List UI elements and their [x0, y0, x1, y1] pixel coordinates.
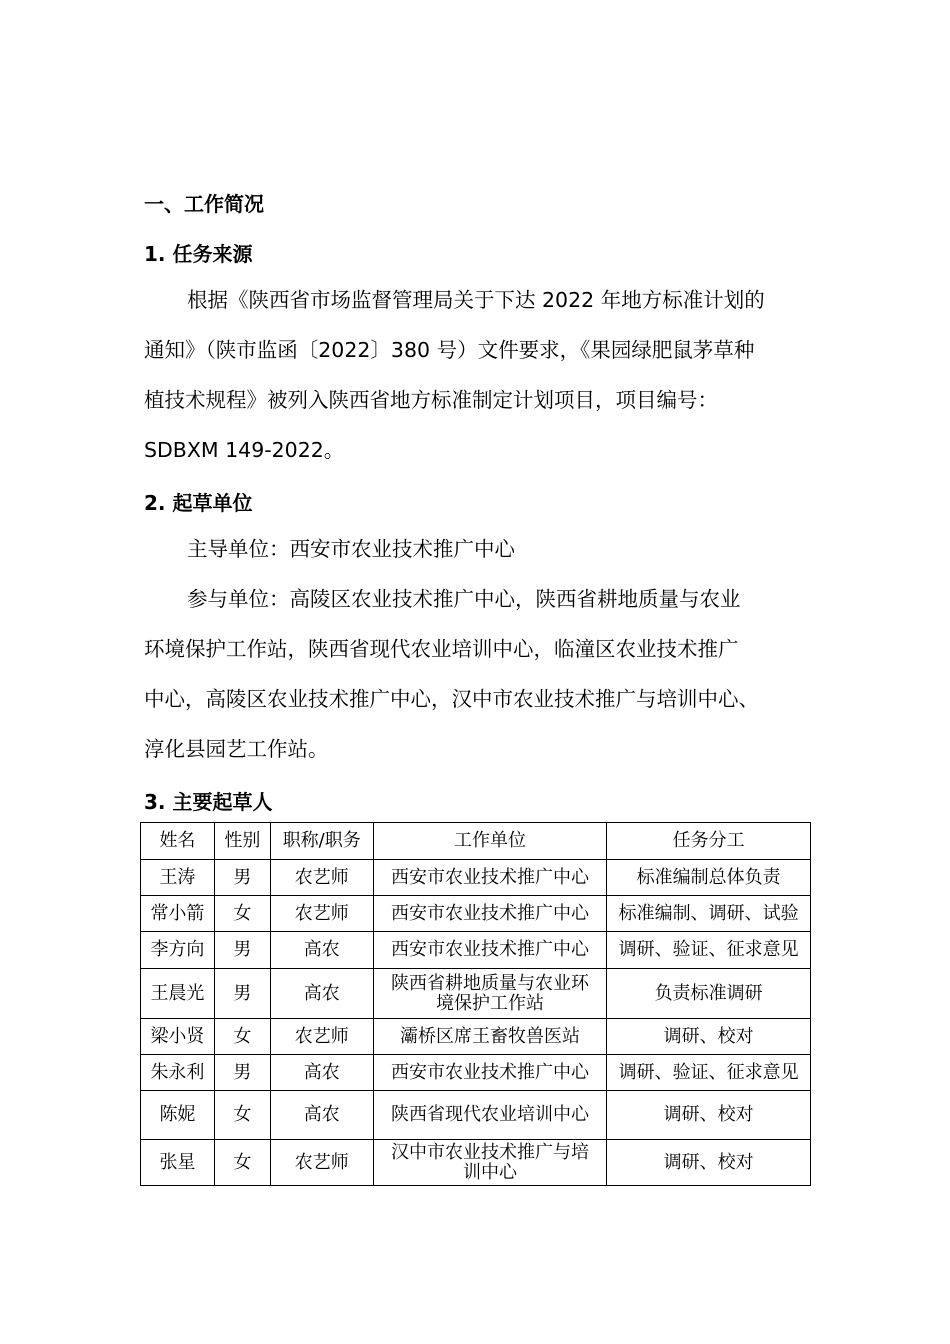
- table-cell: 男: [214, 1055, 270, 1091]
- table-cell: 调研、校对: [607, 1091, 811, 1140]
- table-cell: 男: [214, 969, 270, 1019]
- table-cell: 女: [214, 1140, 270, 1186]
- table-cell: 女: [214, 1091, 270, 1140]
- table-cell: 女: [214, 1019, 270, 1055]
- heading-drafting-units: 2. 起草单位: [144, 491, 253, 515]
- table-cell: 调研、校对: [607, 1019, 811, 1055]
- table-cell: 标准编制总体负责: [607, 860, 811, 896]
- table-cell: 农艺师: [270, 896, 373, 932]
- table-row: [141, 932, 811, 969]
- table-cell: 高农: [270, 969, 373, 1019]
- table-cell: 朱永利: [141, 1055, 215, 1091]
- heading-task-source: 1. 任务来源: [144, 242, 253, 266]
- header-cell: 性别: [214, 823, 270, 860]
- paragraph-line: 通知》（陕市监函〔2022〕380 号）文件要求，《果园绿肥鼠茅草种: [144, 338, 755, 362]
- header-cell: 职称/职务: [270, 823, 373, 860]
- table-cell: 高农: [270, 1091, 373, 1140]
- table-cell: 梁小贤: [141, 1019, 215, 1055]
- paragraph-line: 环境保护工作站，陕西省现代农业培训中心，临潼区农业技术推广: [144, 637, 739, 661]
- lead-unit: 主导单位：西安市农业技术推广中心: [187, 537, 515, 561]
- table-cell: 高农: [270, 1055, 373, 1091]
- table-row: [141, 1019, 811, 1055]
- table-cell: 西安市农业技术推广中心: [373, 1055, 607, 1091]
- table-cell: 陈妮: [141, 1091, 215, 1140]
- table-cell: 王晨光: [141, 969, 215, 1019]
- table-row: [141, 896, 811, 932]
- table-row: [141, 1091, 811, 1140]
- table-cell: 汉中市农业技术推广与培训中心: [373, 1140, 607, 1186]
- table-cell: 负责标准调研: [607, 969, 811, 1019]
- table-cell: 西安市农业技术推广中心: [373, 932, 607, 969]
- table-cell: 调研、验证、征求意见: [607, 1055, 811, 1091]
- table-header-row: [141, 823, 811, 860]
- table-cell: 调研、校对: [607, 1140, 811, 1186]
- table-cell: 王涛: [141, 860, 215, 896]
- table-cell: 调研、验证、征求意见: [607, 932, 811, 969]
- table-row: [141, 969, 811, 1019]
- paragraph-line: 淳化县园艺工作站。: [144, 737, 329, 761]
- table-cell: 高农: [270, 932, 373, 969]
- table-cell: 男: [214, 860, 270, 896]
- table-cell: 标准编制、调研、试验: [607, 896, 811, 932]
- section-heading: 一、工作简况: [144, 192, 264, 216]
- table-row: [141, 1055, 811, 1091]
- paragraph-line: 参与单位：高陵区农业技术推广中心，陕西省耕地质量与农业: [187, 587, 741, 611]
- table-cell: 张星: [141, 1140, 215, 1186]
- heading-main-drafters: 3. 主要起草人: [144, 790, 273, 814]
- table-row: [141, 1140, 811, 1186]
- paragraph-line: 根据《陕西省市场监督管理局关于下达 2022 年地方标准计划的: [187, 288, 765, 312]
- table-cell: 陕西省耕地质量与农业环境保护工作站: [373, 969, 607, 1019]
- header-cell: 姓名: [141, 823, 215, 860]
- paragraph-line: 中心，高陵区农业技术推广中心，汉中市农业技术推广与培训中心、: [144, 687, 759, 711]
- table-cell: 灞桥区席王畜牧兽医站: [373, 1019, 607, 1055]
- table-cell: 西安市农业技术推广中心: [373, 896, 607, 932]
- table-cell: 女: [214, 896, 270, 932]
- table-row: [141, 860, 811, 896]
- drafters-table: [140, 822, 811, 1186]
- header-cell: 工作单位: [373, 823, 607, 860]
- table-cell: 农艺师: [270, 1140, 373, 1186]
- table-cell: 陕西省现代农业培训中心: [373, 1091, 607, 1140]
- paragraph-line: SDBXM 149-2022。: [144, 438, 345, 462]
- table-cell: 农艺师: [270, 1019, 373, 1055]
- paragraph-line: 植技术规程》被列入陕西省地方标准制定计划项目，项目编号：: [144, 388, 718, 412]
- table-cell: 农艺师: [270, 860, 373, 896]
- table-cell: 西安市农业技术推广中心: [373, 860, 607, 896]
- table-cell: 男: [214, 932, 270, 969]
- header-cell: 任务分工: [607, 823, 811, 860]
- table-cell: 常小箭: [141, 896, 215, 932]
- table-cell: 李方向: [141, 932, 215, 969]
